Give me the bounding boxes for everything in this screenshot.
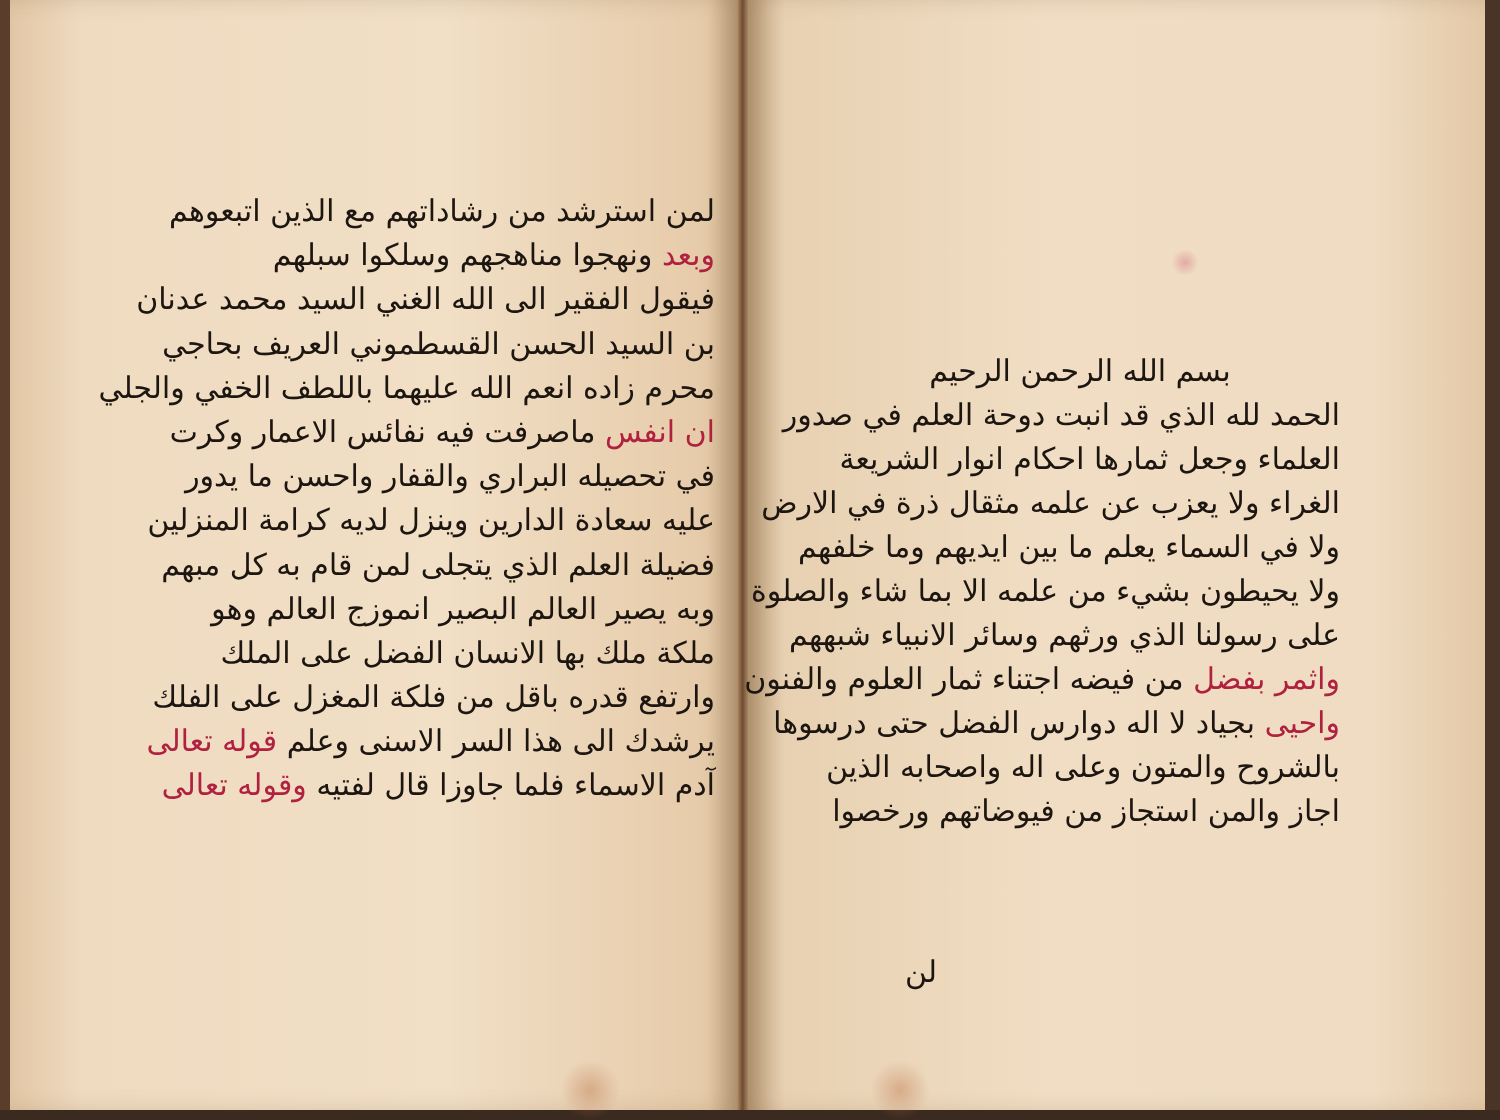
left-line-1: لمن استرشد من رشاداتهم مع الذين اتبعوهم — [169, 194, 715, 229]
red-rubric: ان انفس — [604, 414, 715, 450]
stain-right-top — [1170, 250, 1200, 275]
left-line-9: فضيلة العلم الذي يتجلى لمن قام به كل مبهم — [161, 547, 715, 583]
left-line-14 — [161, 764, 715, 808]
right-line-5: ولا يحيطون بشيء من علمه الا بما شاء والصلوة — [751, 574, 1340, 609]
book-left-edge — [0, 0, 10, 1110]
basmala: بسم الله الرحمن الرحيم — [929, 354, 1231, 389]
right-line-2: العلماء وجعل ثمارها احكام انوار الشريعة — [839, 442, 1340, 477]
right-line-3: الغراء ولا يعزب عن علمه مثقال ذرة في الارض — [761, 486, 1340, 521]
left-line-14-text: آدم الاسماء فلما جاوزا قال لفتيه — [316, 768, 715, 804]
book-right-edge — [1485, 0, 1500, 1110]
right-line-4: ولا في السماء يعلم ما بين ايديهم وما خلفهم — [798, 530, 1340, 565]
right-line-7 — [744, 658, 1340, 702]
right-line-6: على رسولنا الذي ورثهم وسائر الانبياء شبههم — [789, 618, 1340, 653]
left-line-2-text: ونهجوا مناهجهم وسلكوا سبلهم — [272, 238, 653, 274]
stain-right-bottom — [870, 1060, 930, 1120]
book-gutter — [737, 0, 748, 1110]
right-line-9: بالشروح والمتون وعلى اله واصحابه الذين — [826, 750, 1340, 785]
left-line-3: فيقول الفقير الى الله الغني السيد محمد عدنان — [136, 282, 715, 318]
right-line-10: اجاز والمن استجاز من فيوضاتهم ورخصوا — [832, 794, 1340, 829]
red-rubric: قوله تعالى — [146, 724, 278, 760]
stain-left-bottom — [560, 1060, 620, 1120]
red-rubric: وبعد — [661, 238, 715, 274]
right-line-8 — [773, 702, 1340, 746]
red-rubric: وقوله تعالى — [161, 768, 307, 804]
left-line-6 — [169, 411, 715, 455]
left-line-11: ملكة ملك بها الانسان الفضل على الملك — [220, 635, 715, 671]
left-line-4: بن السيد الحسن القسطموني العريف بحاجي — [162, 326, 715, 362]
red-rubric: واحيى — [1264, 706, 1340, 741]
right-line-8-text: بجياد لا اله دوارس الفضل حتى درسوها — [773, 706, 1256, 741]
left-line-12: وارتفع قدره باقل من فلكة المغزل على الفلك — [152, 680, 715, 716]
left-line-10: وبه يصير العالم البصير انموزج العالم وهو — [211, 591, 715, 627]
right-line-7-text: من فيضه اجتناء ثمار العلوم والفنون — [744, 662, 1184, 697]
left-line-8: عليه سعادة الدارين وينزل لديه كرامة المنزلين — [147, 503, 715, 539]
catchword: لن — [905, 955, 937, 990]
left-line-13-text: يرشدك الى هذا السر الاسنى وعلم — [286, 724, 715, 760]
red-rubric: واثمر بفضل — [1193, 662, 1340, 697]
left-line-2 — [255, 234, 715, 278]
right-page-text — [744, 350, 1340, 834]
left-line-6-text: ماصرفت فيه نفائس الاعمار وكرت — [169, 414, 596, 450]
left-line-7: في تحصيله البراري والقفار واحسن ما يدور — [185, 459, 715, 495]
left-page-text — [98, 190, 715, 809]
right-line-1: الحمد لله الذي قد انبت دوحة العلم في صدور — [782, 398, 1340, 433]
left-line-13 — [146, 720, 715, 764]
left-line-5: محرم زاده انعم الله عليهما باللطف الخفي والجلي — [98, 370, 715, 406]
